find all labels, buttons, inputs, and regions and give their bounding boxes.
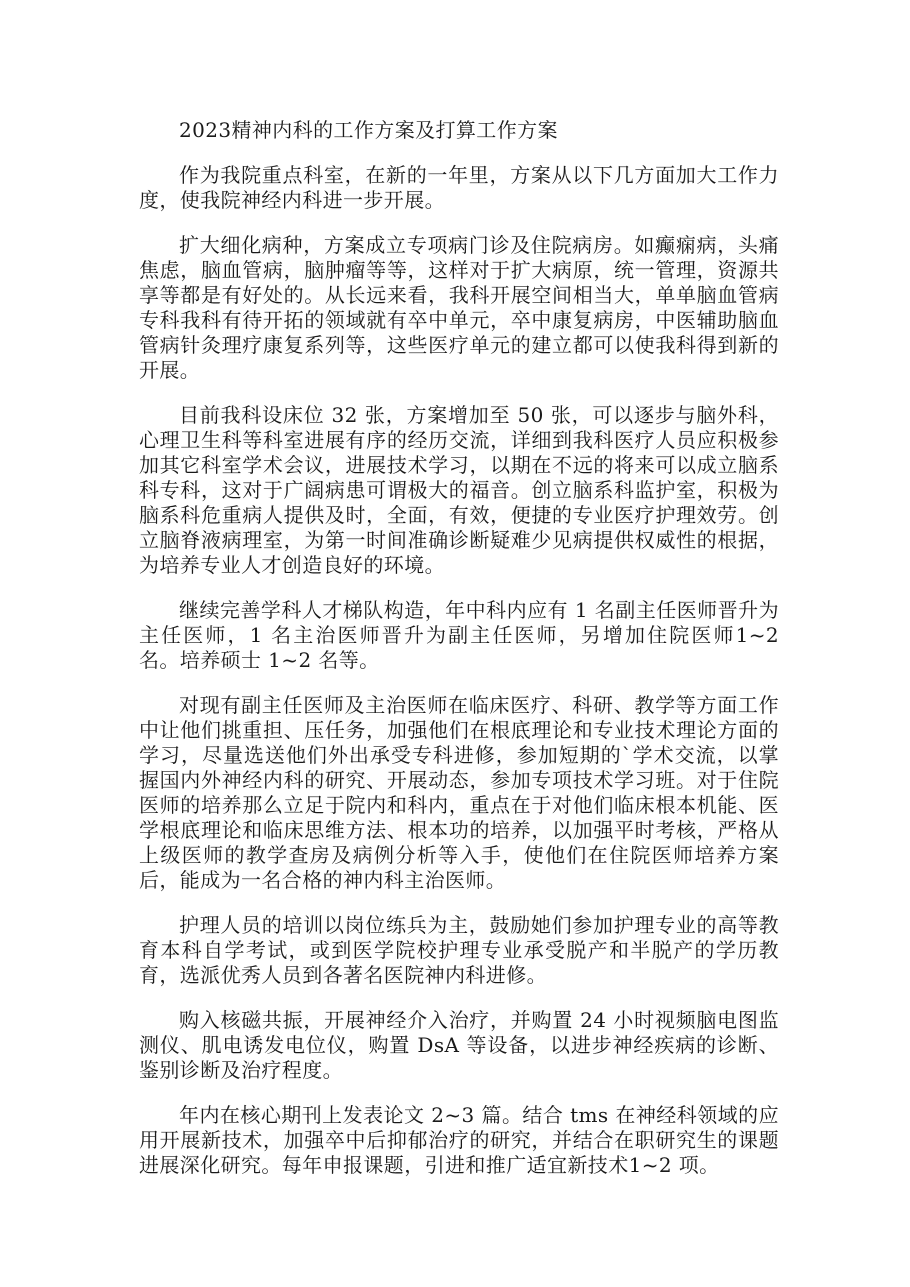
paragraph-beds-expansion: 目前我科设床位 32 张，方案增加至 50 张，可以逐步与脑外科，心理卫生科等科室进展有序的经历交流，详细到我科医疗人员应积极参加其它科室学术会议，进展技术学习，以期在不远的将来可以成立脑系科专科，这对于广阔病患可谓极大的福音。创立脑系科监护室，积极为脑系科危重病人提供及时，全面，有效，便捷的专业医疗护理效劳。创立脑脊液病理室，为第一时间准确诊断疑难少见病提供权威性的根据，为培养专业人才创造良好的环境。 bbox=[139, 403, 779, 577]
document-title: 2023精神内科的工作方案及打算工作方案 bbox=[179, 118, 558, 142]
paragraph-physician-training: 对现有副主任医师及主治医师在临床医疗、科研、教学等方面工作中让他们挑重担、压任务，加强他们在根底理论和专业技术理论方面的学习，尽量选送他们外出承受专科进修，参加短期的`学术交流，以掌握国内外神经内科的研究、开展动态，参加专项技术学习班。对于住院医师的培养那么立足于院内和科内，重点在于对他们临床根本机能、医学根底理论和临床思维方法、根本功的培养，以加强平时考核，严格从上级医师的教学查房及病例分析等入手，使他们在住院医师培养方案后，能成为一名合格的神内科主治医师。 bbox=[139, 693, 779, 892]
paragraph-nursing-training: 护理人员的培训以岗位练兵为主，鼓励她们参加护理专业的高等教育本科自学考试，或到医学院校护理专业承受脱产和半脱产的学历教育，选派优秀人员到各著名医院神内科进修。 bbox=[139, 913, 779, 987]
paragraph-research: 年内在核心期刊上发表论文 2~3 篇。结合 tms 在神经科领域的应用开展新技术，加强卒中后抑郁治疗的研究，并结合在职研究生的课题进展深化研究。每年申报课题，引进和推广适宜新技术1~2 项。 bbox=[139, 1103, 779, 1177]
paragraph-specialty-clinics: 扩大细化病种，方案成立专项病门诊及住院病房。如癫痫病，头痛焦虑，脑血管病，脑肿瘤等等，这样对于扩大病原，统一管理，资源共享等都是有好处的。从长远来看，我科开展空间相当大，单单脑血管病专科我科有待开拓的领域就有卒中单元，卒中康复病房，中医辅助脑血管病针灸理疗康复系列等，这些医疗单元的建立都可以使我科得到新的开展。 bbox=[139, 233, 779, 382]
paragraph-equipment: 购入核磁共振，开展神经介入治疗，并购置 24 小时视频脑电图监测仪、肌电诱发电位仪，购置 DsA 等设备，以进步神经疾病的诊断、鉴别诊断及治疗程度。 bbox=[139, 1008, 779, 1082]
document-page bbox=[139, 118, 779, 1198]
paragraph-talent-structure: 继续完善学科人才梯队构造，年中科内应有 1 名副主任医师晋升为主任医师，1 名主治医师晋升为副主任医师，另增加住院医师1~2 名。培养硕士 1~2 名等。 bbox=[139, 598, 779, 672]
paragraph-intro: 作为我院重点科室，在新的一年里，方案从以下几方面加大工作力度，使我院神经内科进一步开展。 bbox=[139, 163, 779, 212]
